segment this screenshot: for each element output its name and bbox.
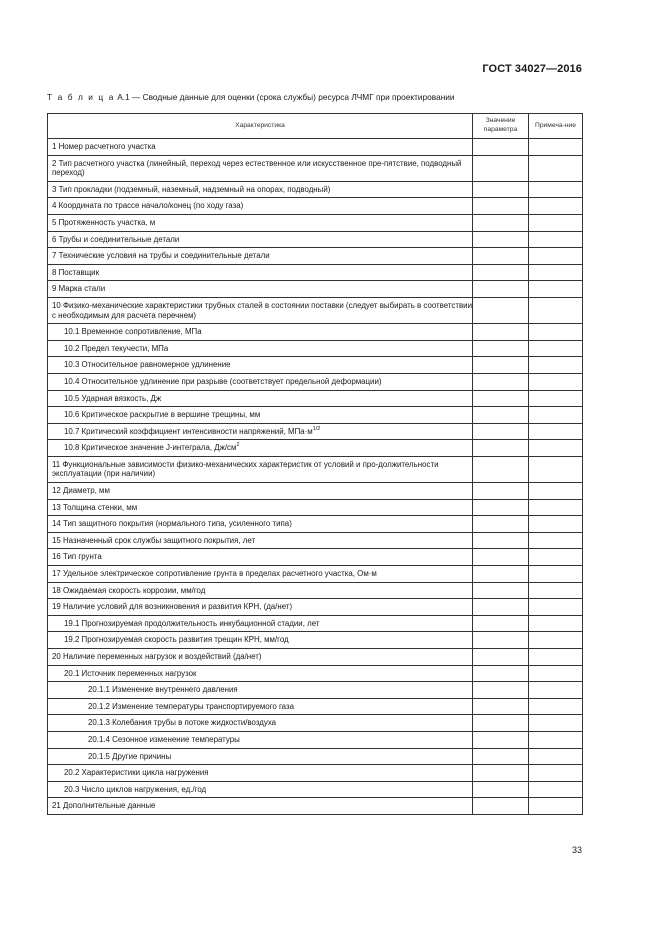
- characteristic-text: 17 Удельное электрическое сопротивление грунта в пределах расчетного участка, Ом·м: [52, 569, 377, 579]
- note-cell: [529, 297, 583, 323]
- caption-number: А.1: [117, 92, 130, 102]
- characteristic-cell: [48, 231, 473, 248]
- note-cell: [529, 198, 583, 215]
- table-body: [48, 139, 583, 815]
- characteristic-cell: [48, 599, 473, 616]
- value-cell: [473, 155, 529, 181]
- characteristic-cell: [48, 532, 473, 549]
- characteristic-cell: [48, 582, 473, 599]
- table-row: [48, 281, 583, 298]
- value-cell: [473, 715, 529, 732]
- table-row: [48, 264, 583, 281]
- characteristic-cell: [48, 456, 473, 482]
- characteristic-text: 3 Тип прокладки (подземный, наземный, надземный на опорах, подводный): [52, 184, 331, 194]
- characteristic-cell: [48, 715, 473, 732]
- note-cell: [529, 407, 583, 424]
- note-cell: [529, 798, 583, 815]
- table-row: [48, 297, 583, 323]
- characteristic-text: 21 Дополнительные данные: [52, 801, 156, 811]
- characteristic-cell: [48, 566, 473, 583]
- table-row: [48, 456, 583, 482]
- characteristic-text: 20.1.3 Колебания трубы в потоке жидкости/воздуха: [88, 718, 277, 728]
- value-cell: [473, 632, 529, 649]
- note-cell: [529, 615, 583, 632]
- value-cell: [473, 340, 529, 357]
- note-cell: [529, 281, 583, 298]
- characteristic-text: 18 Ожидаемая скорость коррозии, мм/год: [52, 585, 206, 595]
- note-cell: [529, 532, 583, 549]
- note-cell: [529, 731, 583, 748]
- note-cell: [529, 390, 583, 407]
- characteristic-cell: [48, 632, 473, 649]
- characteristic-text: 19.2 Прогнозируемая скорость развития трещин КРН, мм/год: [64, 635, 289, 645]
- characteristic-text: 19 Наличие условий для возникновения и развития КРН, (да/нет): [52, 602, 293, 612]
- value-cell: [473, 407, 529, 424]
- characteristic-text: 9 Марка стали: [52, 284, 106, 294]
- characteristic-cell: [48, 549, 473, 566]
- note-cell: [529, 139, 583, 156]
- value-cell: [473, 599, 529, 616]
- characteristic-cell: [48, 214, 473, 231]
- characteristic-text: 20.1.2 Изменение температуры транспортируемого газа: [88, 701, 294, 711]
- characteristic-cell: [48, 516, 473, 533]
- value-cell: [473, 390, 529, 407]
- note-cell: [529, 440, 583, 457]
- characteristic-text: 10.1 Временное сопротивление, МПа: [64, 327, 202, 337]
- characteristic-text: 10.4 Относительное удлинение при разрыве (соответствует предельной деформации): [64, 376, 382, 386]
- table-row: [48, 155, 583, 181]
- value-cell: [473, 324, 529, 341]
- table-row: [48, 516, 583, 533]
- value-cell: [473, 682, 529, 699]
- characteristic-text: 20.1.1 Изменение внутреннего давления: [88, 685, 238, 695]
- value-cell: [473, 198, 529, 215]
- note-cell: [529, 456, 583, 482]
- value-cell: [473, 139, 529, 156]
- value-cell: [473, 665, 529, 682]
- table-row: [48, 649, 583, 666]
- note-cell: [529, 748, 583, 765]
- characteristic-cell: [48, 649, 473, 666]
- characteristic-text: 20.1.5 Другие причины: [88, 751, 172, 761]
- table-row: [48, 214, 583, 231]
- characteristic-text: 2 Тип расчетного участка (линейный, переход через естественное или искусственное пре-пятствие, подводный переход): [52, 158, 462, 178]
- value-cell: [473, 798, 529, 815]
- table-row: [48, 390, 583, 407]
- value-cell: [473, 297, 529, 323]
- value-cell: [473, 731, 529, 748]
- header-value: Значение параметра: [473, 114, 529, 139]
- value-cell: [473, 698, 529, 715]
- table-row: [48, 682, 583, 699]
- value-cell: [473, 231, 529, 248]
- characteristic-cell: [48, 248, 473, 265]
- table-row: [48, 423, 583, 440]
- table-row: [48, 181, 583, 198]
- table-row: [48, 632, 583, 649]
- note-cell: [529, 499, 583, 516]
- value-cell: [473, 248, 529, 265]
- table-row: [48, 483, 583, 500]
- note-cell: [529, 665, 583, 682]
- characteristic-text: 20.1 Источник переменных нагрузок: [64, 668, 197, 678]
- characteristic-text: 13 Толщина стенки, мм: [52, 502, 138, 512]
- note-cell: [529, 516, 583, 533]
- value-cell: [473, 765, 529, 782]
- value-cell: [473, 440, 529, 457]
- characteristic-cell: [48, 765, 473, 782]
- value-cell: [473, 649, 529, 666]
- table-row: [48, 357, 583, 374]
- value-cell: [473, 499, 529, 516]
- note-cell: [529, 181, 583, 198]
- characteristic-cell: [48, 198, 473, 215]
- header-note: Примеча-ние: [529, 114, 583, 139]
- note-cell: [529, 214, 583, 231]
- characteristic-text: 8 Поставщик: [52, 267, 100, 277]
- note-cell: [529, 649, 583, 666]
- characteristic-cell: [48, 682, 473, 699]
- caption-label: Т а б л и ц а: [47, 92, 115, 102]
- characteristic-text: 4 Координата по трассе начало/конец (по ходу газа): [52, 201, 244, 211]
- note-cell: [529, 632, 583, 649]
- value-cell: [473, 181, 529, 198]
- note-cell: [529, 231, 583, 248]
- characteristic-cell: [48, 281, 473, 298]
- characteristic-text: 20 Наличие переменных нагрузок и воздействий (да/нет): [52, 652, 262, 661]
- characteristic-cell: [48, 139, 473, 156]
- value-cell: [473, 214, 529, 231]
- note-cell: [529, 155, 583, 181]
- characteristic-text: 20.2 Характеристики цикла нагружения: [64, 768, 209, 778]
- characteristic-cell: [48, 264, 473, 281]
- characteristic-cell: [48, 615, 473, 632]
- characteristic-cell: [48, 748, 473, 765]
- characteristic-text: 10 Физико-механические характеристики трубных сталей в состоянии поставки (следует выбирать в соответствии с необходимым для расчета перечнем): [52, 300, 472, 320]
- note-cell: [529, 423, 583, 440]
- note-cell: [529, 373, 583, 390]
- table-row: [48, 198, 583, 215]
- value-cell: [473, 516, 529, 533]
- table-row: [48, 407, 583, 424]
- note-cell: [529, 715, 583, 732]
- note-cell: [529, 549, 583, 566]
- characteristic-cell: [48, 390, 473, 407]
- table-row: [48, 499, 583, 516]
- value-cell: [473, 781, 529, 798]
- characteristic-text: 10.8 Критическое значение J-интеграла, Дж/см: [64, 443, 237, 453]
- characteristic-text: 12 Диаметр, мм: [52, 486, 110, 496]
- note-cell: [529, 340, 583, 357]
- note-cell: [529, 566, 583, 583]
- page-number: 33: [571, 845, 582, 855]
- table-row: [48, 698, 583, 715]
- characteristic-cell: [48, 781, 473, 798]
- value-cell: [473, 456, 529, 482]
- value-cell: [473, 615, 529, 632]
- characteristic-text: 10.5 Ударная вязкость, Дж: [64, 393, 162, 403]
- table-row: [48, 731, 583, 748]
- value-cell: [473, 748, 529, 765]
- table-row: [48, 781, 583, 798]
- value-cell: [473, 483, 529, 500]
- characteristic-cell: [48, 357, 473, 374]
- characteristic-text: 6 Трубы и соединительные детали: [52, 234, 180, 244]
- characteristic-cell: [48, 423, 473, 440]
- characteristic-cell: [48, 798, 473, 815]
- note-cell: [529, 599, 583, 616]
- characteristic-cell: [48, 340, 473, 357]
- note-cell: [529, 483, 583, 500]
- characteristic-cell: [48, 483, 473, 500]
- table-row: [48, 715, 583, 732]
- characteristic-text: 1 Номер расчетного участка: [52, 142, 156, 151]
- note-cell: [529, 357, 583, 374]
- characteristic-cell: [48, 297, 473, 323]
- table-row: [48, 566, 583, 583]
- note-cell: [529, 582, 583, 599]
- value-cell: [473, 532, 529, 549]
- characteristic-text: 20.3 Число циклов нагружения, ед./год: [64, 784, 207, 794]
- note-cell: [529, 781, 583, 798]
- characteristic-text: 10.7 Критический коэффициент интенсивности напряжений, МПа·м: [64, 426, 313, 436]
- value-cell: [473, 373, 529, 390]
- characteristic-text: 14 Тип защитного покрытия (нормального типа, усиленного типа): [52, 519, 292, 529]
- document-code: ГОСТ 34027—2016: [482, 63, 582, 75]
- characteristic-text: 20.1.4 Сезонное изменение температуры: [88, 734, 240, 744]
- characteristic-text: 16 Тип грунта: [52, 552, 102, 562]
- characteristic-cell: [48, 324, 473, 341]
- characteristic-text: 11 Функциональные зависимости физико-механических характеристик от условий и про-должительности эксплуатации (при наличии): [52, 459, 439, 479]
- caption-title: — Сводные данные для оценки (срока службы) ресурса ЛЧМГ при проектировании: [132, 92, 455, 102]
- table-row: [48, 582, 583, 599]
- header-characteristic: Характеристика: [48, 114, 473, 139]
- table-row: [48, 248, 583, 265]
- value-cell: [473, 264, 529, 281]
- characteristic-text: 7 Технические условия на трубы и соединительные детали: [52, 251, 270, 261]
- characteristic-text: 10.6 Критическое раскрытие в вершине трещины, мм: [64, 410, 261, 420]
- value-cell: [473, 566, 529, 583]
- characteristic-cell: [48, 665, 473, 682]
- table-row: [48, 231, 583, 248]
- characteristic-cell: [48, 698, 473, 715]
- table-row: [48, 532, 583, 549]
- unit-superscript: 2: [236, 442, 240, 449]
- characteristic-cell: [48, 181, 473, 198]
- table-row: [48, 139, 583, 156]
- characteristic-cell: [48, 373, 473, 390]
- note-cell: [529, 765, 583, 782]
- note-cell: [529, 324, 583, 341]
- note-cell: [529, 248, 583, 265]
- characteristic-text: 19.1 Прогнозируемая продолжительность инкубационной стадии, лет: [64, 618, 320, 628]
- table-row: [48, 765, 583, 782]
- characteristic-cell: [48, 155, 473, 181]
- table-row: [48, 324, 583, 341]
- value-cell: [473, 549, 529, 566]
- value-cell: [473, 423, 529, 440]
- table-row: [48, 440, 583, 457]
- value-cell: [473, 357, 529, 374]
- note-cell: [529, 682, 583, 699]
- table-row: [48, 340, 583, 357]
- characteristic-text: 15 Назначенный срок службы защитного покрытия, лет: [52, 535, 256, 545]
- characteristic-cell: [48, 731, 473, 748]
- characteristic-cell: [48, 440, 473, 457]
- table-row: [48, 665, 583, 682]
- characteristic-text: 10.2 Предел текучести, МПа: [64, 343, 169, 353]
- table-row: [48, 748, 583, 765]
- table-row: [48, 373, 583, 390]
- characteristic-text: 10.3 Относительное равномерное удлинение: [64, 360, 231, 370]
- table-header-row: [48, 114, 583, 139]
- characteristic-cell: [48, 407, 473, 424]
- characteristic-text: 5 Протяженность участка, м: [52, 217, 156, 227]
- table-row: [48, 549, 583, 566]
- table-row: [48, 798, 583, 815]
- summary-table: [47, 113, 583, 815]
- table-row: [48, 615, 583, 632]
- unit-superscript: 1/2: [312, 425, 321, 432]
- table-row: [48, 599, 583, 616]
- characteristic-cell: [48, 499, 473, 516]
- note-cell: [529, 264, 583, 281]
- value-cell: [473, 281, 529, 298]
- value-cell: [473, 582, 529, 599]
- note-cell: [529, 698, 583, 715]
- table-caption: [47, 92, 455, 102]
